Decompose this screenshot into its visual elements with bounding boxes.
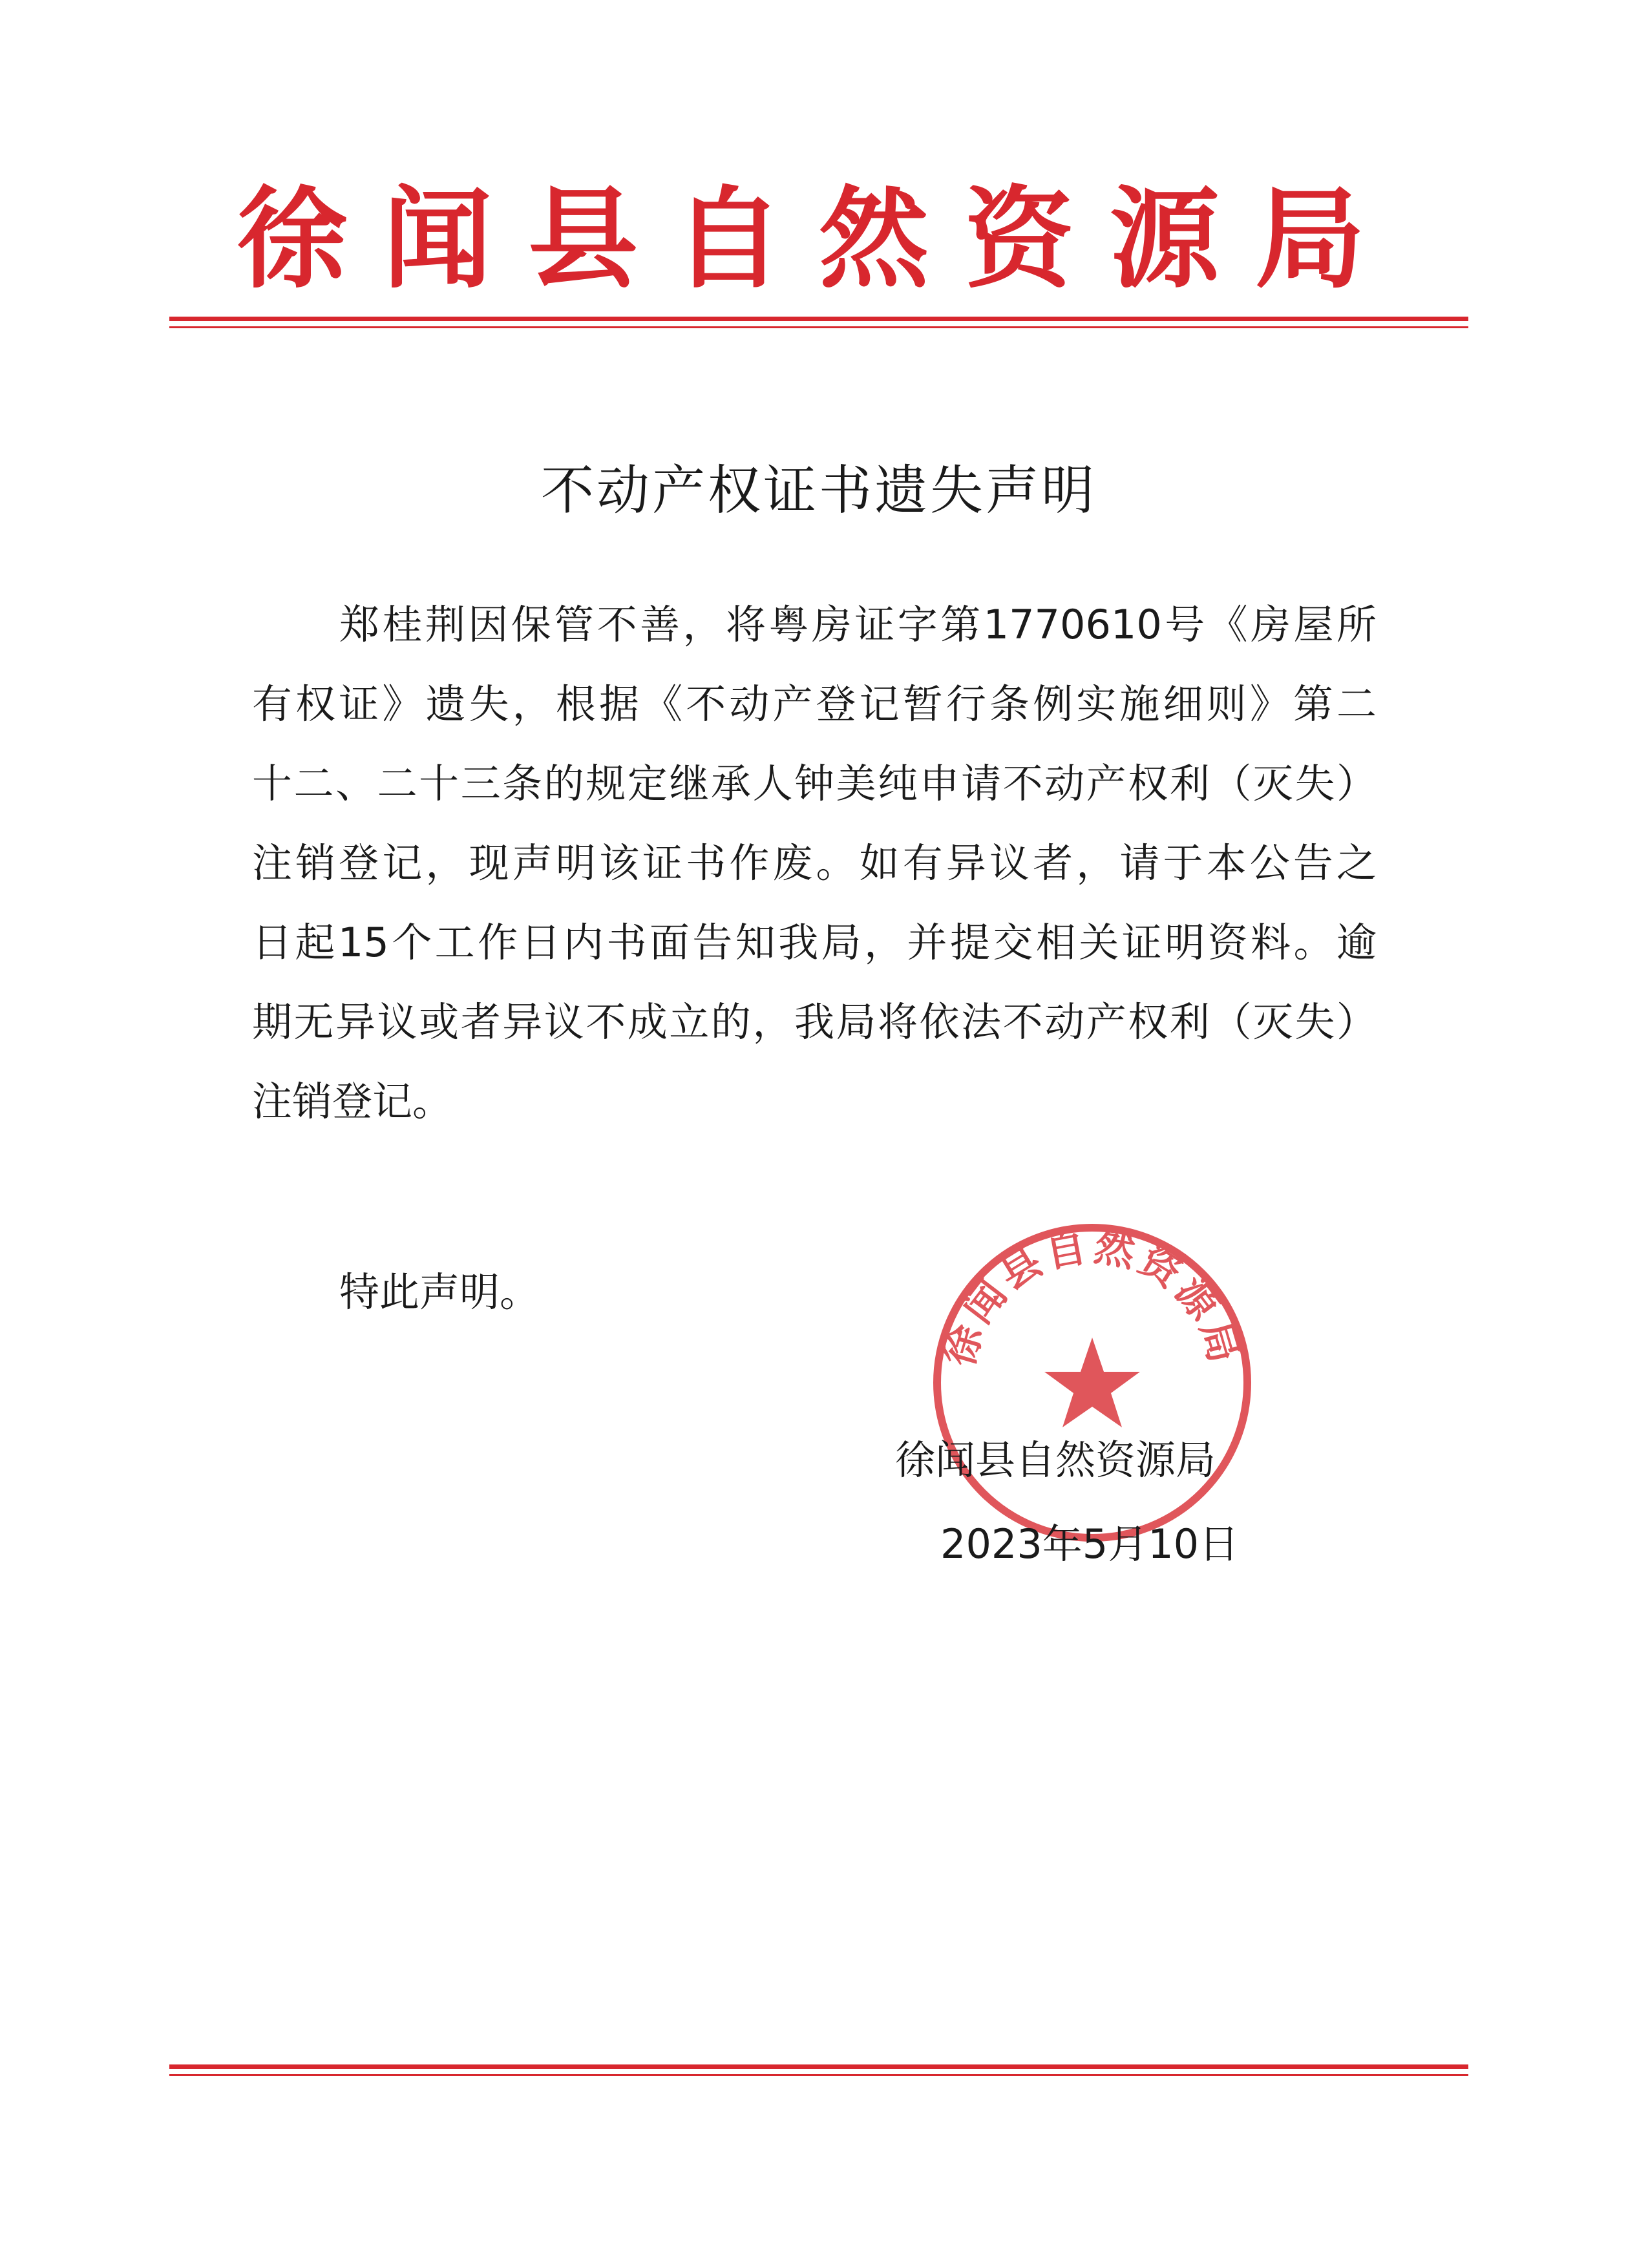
rule-thick-line — [169, 317, 1468, 321]
document-body — [252, 585, 1377, 1141]
signature-date: 2023年5月10日 — [940, 1520, 1240, 1568]
rule-thin-line — [169, 2074, 1468, 2076]
rule-thin-line — [169, 326, 1468, 328]
signature-organization: 徐闻县自然资源局 — [895, 1436, 1216, 1484]
body-line: 期无异议或者异议不成立的，我局将依法不动产权利（灭失） — [252, 998, 1377, 1045]
letterhead-title: 徐闻县自然资源局 — [237, 174, 1400, 304]
document-title: 不动产权证书遗失声明 — [540, 460, 1097, 521]
footer-rule — [169, 2064, 1468, 2076]
star-icon — [1044, 1338, 1140, 1427]
body-line: 郑桂荆因保管不善，将粤房证字第1770610号《房屋所 — [339, 601, 1377, 648]
body-line: 日起15个工作日内书面告知我局，并提交相关证明资料。逾 — [252, 919, 1377, 966]
seal-text: 徐闻县自然资源局 — [935, 1223, 1249, 1372]
body-line: 注销登记，现声明该证书作废。如有异议者，请于本公告之 — [252, 839, 1377, 887]
body-line: 有权证》遗失，根据《不动产登记暂行条例实施细则》第二 — [252, 680, 1377, 728]
body-line: 十二、二十三条的规定继承人钟美纯申请不动产权利（灭失） — [252, 760, 1377, 807]
rule-thick-line — [169, 2064, 1468, 2069]
body-line: 注销登记。 — [252, 1078, 453, 1125]
letterhead-rule-top — [169, 317, 1468, 328]
closing-statement: 特此声明。 — [339, 1268, 540, 1316]
official-seal — [927, 1218, 1257, 1548]
